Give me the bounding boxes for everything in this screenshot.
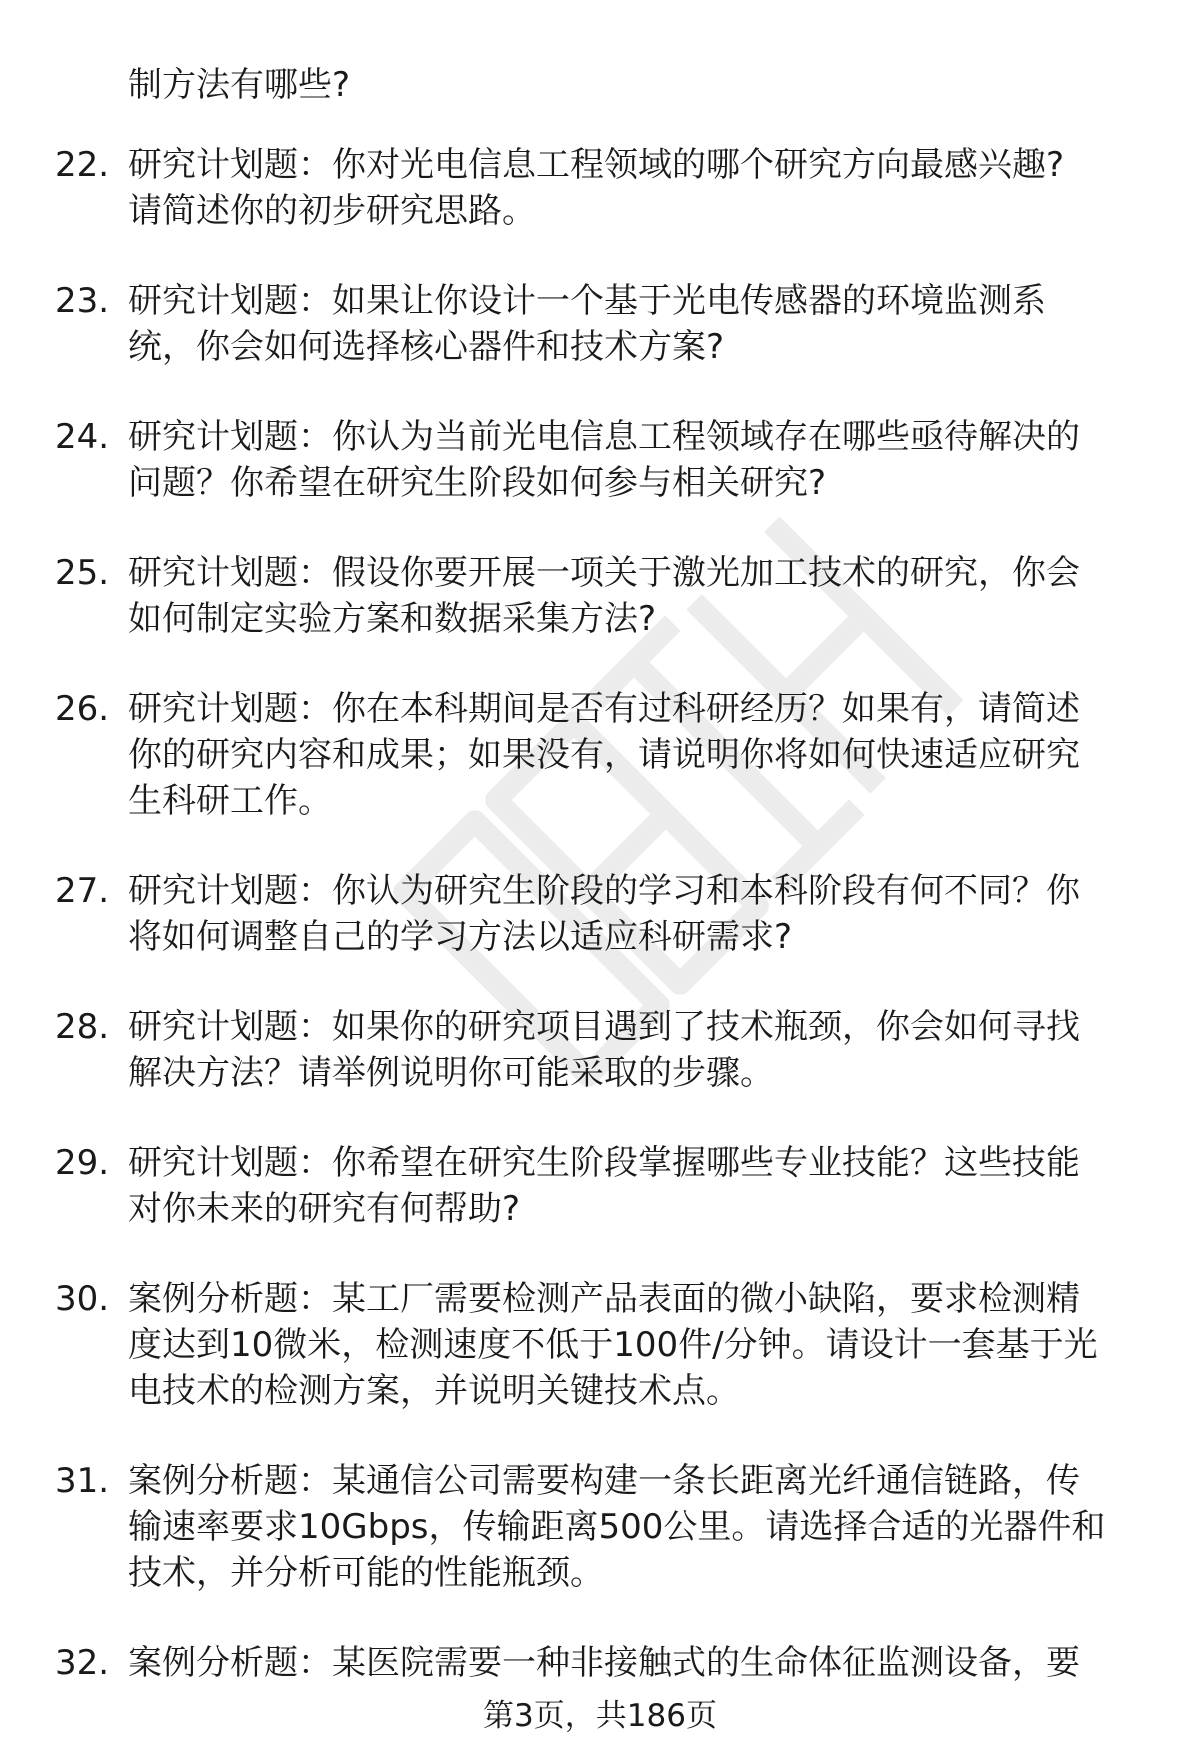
- question-text-line: 案例分析题：某医院需要一种非接触式的生命体征监测设备，要: [128, 1643, 1080, 1683]
- question-text-line: 研究计划题：如果你的研究项目遇到了技术瓶颈，你会如何寻找: [128, 1007, 1080, 1047]
- question-text-line: 研究计划题：你认为当前光电信息工程领域存在哪些亟待解决的: [128, 417, 1080, 457]
- question-item: [0, 1458, 1200, 1596]
- question-item: [0, 278, 1200, 370]
- question-text-line: 研究计划题：你对光电信息工程领域的哪个研究方向最感兴趣?: [128, 145, 1065, 185]
- question-item: [0, 414, 1200, 506]
- question-item: [0, 1004, 1200, 1096]
- question-number: 29.: [55, 1143, 110, 1183]
- question-number: 25.: [55, 553, 110, 593]
- question-item: [0, 1276, 1200, 1414]
- question-number: 23.: [55, 281, 110, 321]
- question-text-line: 案例分析题：某工厂需要检测产品表面的微小缺陷，要求检测精: [128, 1279, 1080, 1319]
- continuation-line: 制方法有哪些?: [128, 65, 351, 105]
- question-text-line: 解决方法？请举例说明你可能采取的步骤。: [128, 1053, 774, 1093]
- question-number: 27.: [55, 871, 110, 911]
- question-item: [0, 1640, 1200, 1686]
- question-list: [0, 142, 1200, 1730]
- question-number: 32.: [55, 1643, 110, 1683]
- question-text-line: 研究计划题：如果让你设计一个基于光电传感器的环境监测系: [128, 281, 1046, 321]
- question-text-line: 电技术的检测方案，并说明关键技术点。: [128, 1371, 740, 1411]
- question-text-line: 如何制定实验方案和数据采集方法?: [128, 599, 657, 639]
- question-number: 22.: [55, 145, 110, 185]
- question-text-line: 输速率要求10Gbps，传输距离500公里。请选择合适的光器件和: [128, 1507, 1106, 1547]
- page-footer: 第3页，共186页: [483, 1698, 717, 1734]
- question-text-line: 你的研究内容和成果；如果没有，请说明你将如何快速适应研究: [128, 735, 1080, 775]
- question-item: [0, 1140, 1200, 1232]
- question-text-line: 研究计划题：假设你要开展一项关于激光加工技术的研究，你会: [128, 553, 1080, 593]
- question-item: [0, 550, 1200, 642]
- question-text-line: 研究计划题：你在本科期间是否有过科研经历？如果有，请简述: [128, 689, 1080, 729]
- question-text-line: 技术，并分析可能的性能瓶颈。: [128, 1553, 604, 1593]
- question-text-line: 对你未来的研究有何帮助?: [128, 1189, 521, 1229]
- question-text-line: 生科研工作。: [128, 781, 332, 821]
- question-number: 31.: [55, 1461, 110, 1501]
- question-text-line: 度达到10微米，检测速度不低于100件/分钟。请设计一套基于光: [128, 1325, 1098, 1365]
- question-item: [0, 686, 1200, 824]
- question-item: [0, 142, 1200, 234]
- question-text-line: 案例分析题：某通信公司需要构建一条长距离光纤通信链路，传: [128, 1461, 1080, 1501]
- question-item: [0, 868, 1200, 960]
- question-text-line: 研究计划题：你认为研究生阶段的学习和本科阶段有何不同？你: [128, 871, 1080, 911]
- question-number: 30.: [55, 1279, 110, 1319]
- question-number: 28.: [55, 1007, 110, 1047]
- question-text-line: 问题？你希望在研究生阶段如何参与相关研究?: [128, 463, 827, 503]
- question-text-line: 统，你会如何选择核心器件和技术方案?: [128, 327, 725, 367]
- question-text-line: 研究计划题：你希望在研究生阶段掌握哪些专业技能？这些技能: [128, 1143, 1080, 1183]
- question-text-line: 将如何调整自己的学习方法以适应科研需求?: [128, 917, 793, 957]
- question-number: 26.: [55, 689, 110, 729]
- question-number: 24.: [55, 417, 110, 457]
- question-text-line: 请简述你的初步研究思路。: [128, 191, 536, 231]
